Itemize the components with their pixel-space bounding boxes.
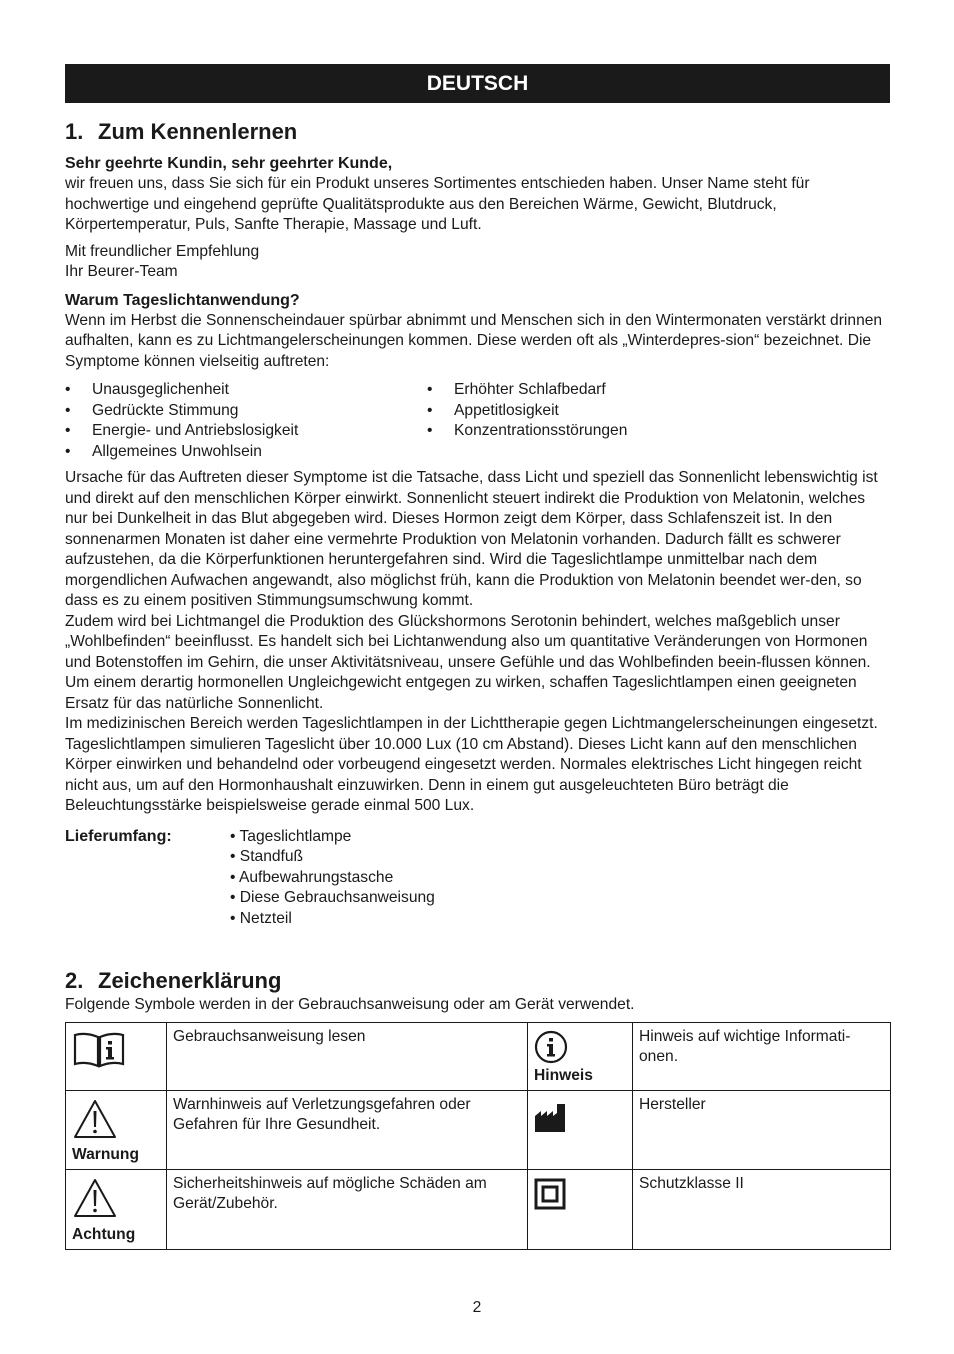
symbol-label: Hinweis — [534, 1067, 593, 1084]
symbol-description: Sicherheitshinweis auf mögliche Schäden am Gerät/Zubehör. — [167, 1169, 528, 1249]
list-item: • Standfuß — [230, 847, 435, 868]
symbol-table — [65, 1022, 891, 1250]
symbol-cell — [528, 1090, 633, 1169]
section-2-title: Zeichenerklärung — [98, 968, 282, 993]
list-item: • Diese Gebrauchsanweisung — [230, 888, 435, 909]
symbol-cell — [528, 1169, 633, 1249]
list-item: • Energie- und Antriebslosigkeit — [65, 421, 427, 442]
body-paragraph-2: Zudem wird bei Lichtmangel die Produktion des Glückshormons Serotonin behindert, welches maßgeblich unser „Wohlbefinden“ beeinflusst. Es handelt sich bei Lichtanwendung also um quantitative Veränderungen von Hormonen und Botenstoffen im Gehirn, die unser Aktivitätsniveau, unsere Gefühle und das Wohlbefinden beein-flussen können. Um einem derartig hormonellen Ungleichgewicht entgegen zu wirken, schaffen Tageslichtlampen einen geeigneten Ersatz für das natürliche Sonnenlicht. — [65, 612, 871, 712]
symbol-cell — [66, 1022, 167, 1090]
symbol-description: Hinweis auf wichtige Informati-onen. — [633, 1022, 891, 1090]
greeting-heading: Sehr geehrte Kundin, sehr geehrter Kunde, — [65, 155, 393, 172]
section-1-number: 1. — [65, 119, 84, 144]
table-row — [66, 1169, 891, 1249]
table-row — [66, 1022, 891, 1090]
symbol-cell — [528, 1022, 633, 1090]
list-item: • Netzteil — [230, 909, 435, 930]
symbol-description: Schutzklasse II — [633, 1169, 891, 1249]
scope-of-delivery — [65, 827, 890, 930]
body-paragraph-1: Ursache für das Auftreten dieser Symptome ist die Tatsache, dass Licht und speziell das Sonnenlicht lebenswichtig ist und direkt auf den menschlichen Körper einwirkt. Sonnenlicht steuert indirekt die Produktion von Melatonin, welches nur bei Dunkelheit in das Blut abgegeben wird. Dieses Hormon zeigt dem Körper, dass Schlafenszeit ist. In den sonnenarmen Monaten ist daher eine vermehrte Produktion von Melatonin vorhanden. Dadurch fällt es schwerer aufzustehen, da die Körperfunktionen heruntergefahren sind. Wird die Tageslichtlampe unmittelbar nach dem morgendlichen Aufwachen angewandt, also möglichst früh, kann die Produktion von Melatonin beendet wer-den, so dass es zu einem positiven Stimmungsumschwung kommt. — [65, 469, 878, 609]
language-bar: DEUTSCH — [65, 64, 890, 103]
list-item: • Konzentrationsstörungen — [427, 421, 627, 442]
symbol-cell — [66, 1090, 167, 1169]
scope-list — [230, 827, 435, 930]
scope-label: Lieferumfang: — [65, 827, 172, 845]
symbol-description: Hersteller — [633, 1090, 891, 1169]
intro-paragraph: wir freuen uns, dass Sie sich für ein Produkt unseres Sortimentes entschieden haben. Unser Name steht für hochwertige und eingehend geprüfte Qualitätsprodukte aus den Bereichen Wärme, Gewicht, Blutdruck, Körpertemperatur, Puls, Sanfte Therapie, Massage und Luft. — [65, 175, 810, 233]
symbol-description: Warnhinweis auf Verletzungsgefahren oder Gefahren für Ihre Gesundheit. — [167, 1090, 528, 1169]
caution-icon — [72, 1177, 118, 1219]
section-2-heading — [65, 967, 890, 995]
list-item: • Gedrückte Stimmung — [65, 401, 427, 422]
section-2-number: 2. — [65, 968, 84, 993]
page-content — [65, 64, 890, 1250]
why-paragraph: Wenn im Herbst die Sonnenscheindauer spürbar abnimmt und Menschen sich in den Wintermonaten verstärkt drinnen aufhalten, kann es zu Lichtmangelerscheinungen kommen. Diese werden oft als „Winterdepres-sion“ bezeichnet. Die Symptome können vielseitig auftreten: — [65, 311, 883, 370]
symptom-list-right — [427, 380, 627, 462]
page-number: 2 — [472, 1299, 482, 1316]
list-item: • Appetitlosigkeit — [427, 401, 627, 422]
warning-icon — [72, 1098, 118, 1140]
list-item: • Aufbewahrungstasche — [230, 868, 435, 889]
symptom-list — [65, 380, 890, 462]
symbol-label: Achtung — [72, 1226, 136, 1243]
symbol-cell — [66, 1169, 167, 1249]
body-paragraph-3: Im medizinischen Bereich werden Tageslichtlampen in der Lichttherapie gegen Lichtmangelerscheinungen eingesetzt. Tageslichtlampen simulieren Tageslicht über 10.000 Lux (10 cm Abstand). Dieses Licht kann auf den menschlichen Körper einwirken und behandelnd oder vorbeugend eingesetzt werden. Normales elektrisches Licht hingegen reicht nicht aus, um auf den Hormonhaushalt einzuwirken. Denn in einem gut ausgeleuchteten Büro beträgt die Beleuchtungsstärke beispielsweise gerade einmal 500 Lux. — [65, 715, 878, 814]
symbol-description: Gebrauchsanweisung lesen — [167, 1022, 528, 1090]
list-item: • Tageslichtlampe — [230, 827, 435, 848]
symbol-label: Warnung — [72, 1146, 139, 1163]
why-heading: Warum Tageslichtanwendung? — [65, 291, 300, 309]
section-1-title: Zum Kennenlernen — [98, 119, 298, 144]
closing-line-1: Mit freundlicher Empfehlung — [65, 242, 260, 260]
section-1-heading — [65, 118, 890, 146]
section-2-intro: Folgende Symbole werden in der Gebrauchsanweisung oder am Gerät verwendet. — [65, 996, 635, 1013]
protection-class-2-icon — [534, 1178, 566, 1210]
list-item: • Allgemeines Unwohlsein — [65, 442, 427, 463]
list-item: • Unausgeglichenheit — [65, 380, 427, 401]
info-icon — [534, 1030, 568, 1064]
manufacturer-icon — [534, 1103, 566, 1133]
closing-line-2: Ihr Beurer-Team — [65, 263, 178, 280]
list-item: • Erhöhter Schlafbedarf — [427, 380, 627, 401]
table-row — [66, 1090, 891, 1169]
manual-icon — [72, 1031, 126, 1069]
symptom-list-left — [65, 380, 427, 462]
